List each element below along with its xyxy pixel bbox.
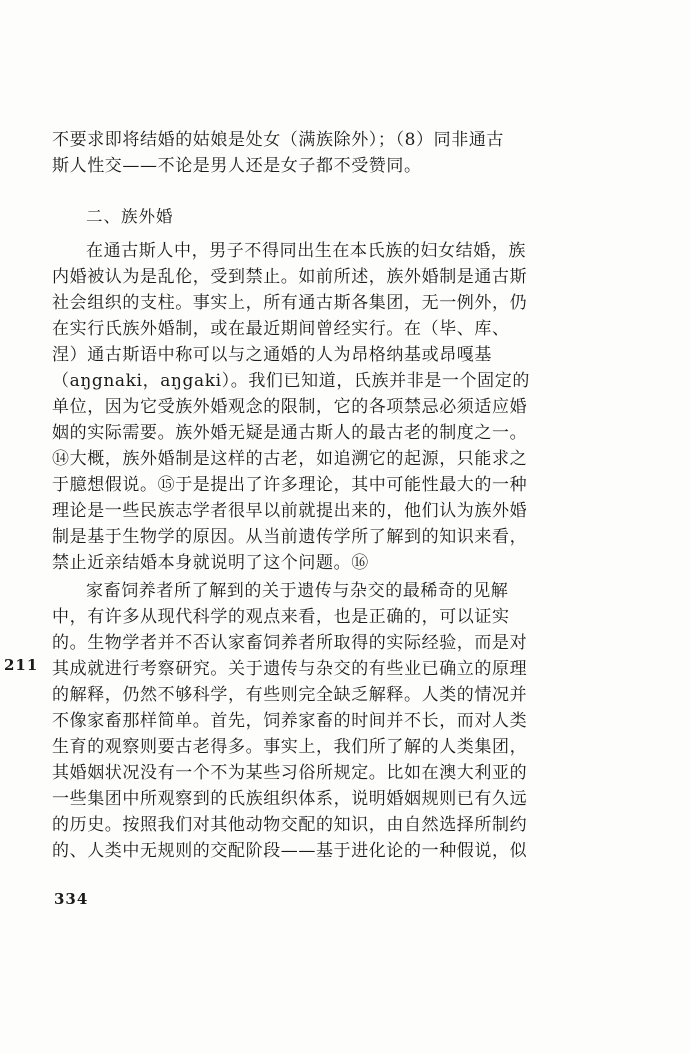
text-line-24: 其婚姻状况没有一个不为某些习俗所规定。比如在澳大利亚的	[52, 763, 528, 783]
text-line-17: 家畜饲养者所了解到的关于遗传与杂交的最稀奇的见解	[86, 581, 509, 601]
text-line-14: 理论是一些民族志学者很早以前就提出来的，他们认为族外婚	[52, 501, 528, 521]
text-line-10: 单位，因为它受族外婚观念的限制，它的各项禁忌必须适应婚	[52, 397, 528, 417]
text-line-18: 中，有许多从现代科学的观点来看，也是正确的，可以证实	[52, 607, 510, 627]
text-line-19: 的。生物学者并不否认家畜饲养者所取得的实际经验，而是对	[52, 633, 528, 653]
text-line-12: ⑭大概，族外婚制是这样的古老，如追溯它的起源，只能求之	[52, 449, 528, 469]
text-line-23: 生育的观察则要古老得多。事实上，我们所了解的人类集团，	[52, 737, 528, 757]
text-line-1: 不要求即将结婚的姑娘是处女（满族除外）；（8）同非通古	[52, 130, 505, 150]
text-line-15: 制是基于生物学的原因。从当前遗传学所了解到的知识来看，	[52, 527, 528, 547]
text-line-6: 社会组织的支柱。事实上，所有通古斯各集团，无一例外，仍	[52, 293, 528, 313]
text-line-4: 在通古斯人中，男子不得同出生在本氏族的妇女结婚，族	[86, 241, 526, 261]
text-line-21: 的解释，仍然不够科学，有些则完全缺乏解释。人类的情况并	[52, 685, 528, 705]
text-line-7: 在实行氏族外婚制，或在最近期间曾经实行。在（毕、库、	[52, 319, 510, 339]
text-line-8: 涅）通古斯语中称可以与之通婚的人为昂格纳基或昂嘎基	[52, 345, 492, 365]
text-line-20: 其成就进行考察研究。关于遗传与杂交的有些业已确立的原理	[52, 659, 528, 679]
text-line-27: 的、人类中无规则的交配阶段——基于进化论的一种假说，似	[52, 841, 528, 861]
text-line-25: 一些集团中所观察到的氏族组织体系，说明婚姻规则已有久远	[52, 789, 528, 809]
text-line-2: 斯人性交——不论是男人还是女子都不受赞同。	[52, 156, 422, 176]
margin-page-number: 211	[4, 656, 39, 674]
text-line-13: 于臆想假说。⑮于是提出了许多理论，其中可能性最大的一种	[52, 475, 528, 495]
text-line-9: （aŋgnaki，aŋgaki）。我们已知道，氏族并非是一个固定的	[52, 371, 530, 391]
text-line-5: 内婚被认为是乱伦，受到禁止。如前所述，族外婚制是通古斯	[52, 267, 528, 287]
text-line-26: 的历史。按照我们对其他动物交配的知识，由自然选择所制约	[52, 815, 528, 835]
section-heading: 二、族外婚	[86, 207, 174, 226]
page-number: 334	[54, 890, 89, 908]
text-line-16: 禁止近亲结婚本身就说明了这个问题。⑯	[52, 553, 369, 573]
text-line-11: 姻的实际需要。族外婚无疑是通古斯人的最古老的制度之一。	[52, 423, 528, 443]
text-line-22: 不像家畜那样简单。首先，饲养家畜的时间并不长，而对人类	[52, 711, 528, 731]
